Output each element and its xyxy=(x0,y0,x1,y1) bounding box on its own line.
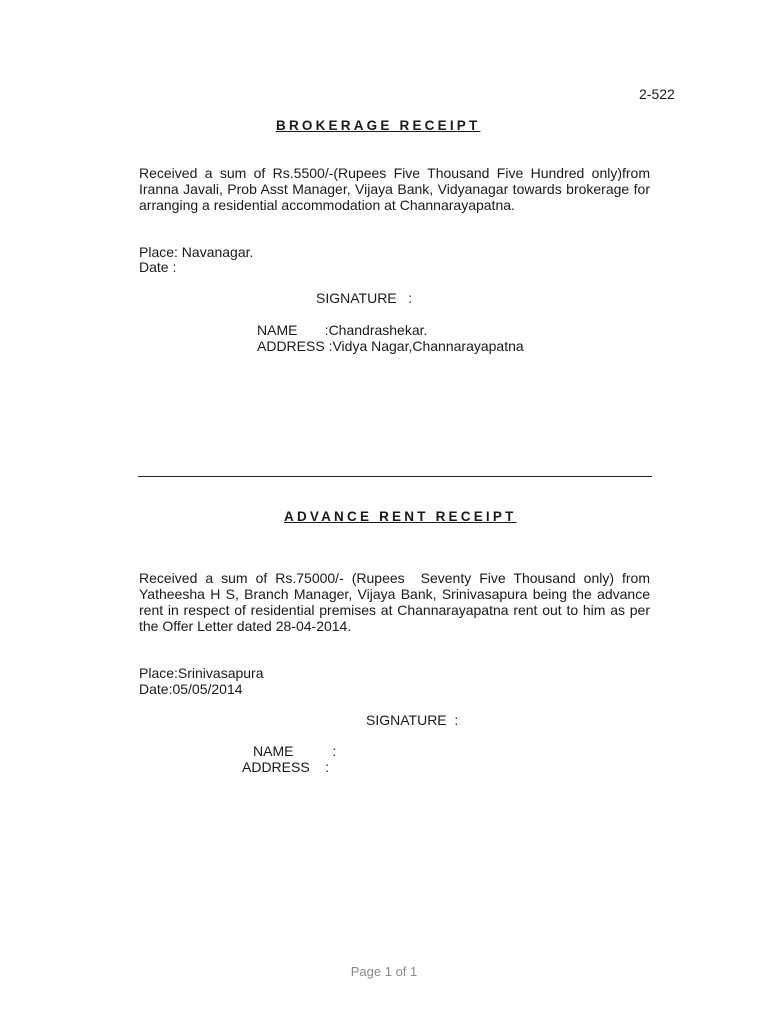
paragraph-line: Yatheesha H S, Branch Manager, Vijaya Bank, Srinivasapura being the advance xyxy=(139,586,650,602)
paragraph-line: arranging a residential accommodation at Channarayapatna. xyxy=(139,197,515,213)
paragraph-line: the Offer Letter dated 28-04-2014. xyxy=(139,618,352,634)
advance-rent-receipt-title: ADVANCE RENT RECEIPT xyxy=(284,509,517,524)
document-reference: 2-522 xyxy=(639,86,675,102)
brokerage-place: Place: Navanagar. xyxy=(139,244,254,260)
brokerage-signature-label: SIGNATURE : xyxy=(316,290,413,306)
advance-rent-date: Date:05/05/2014 xyxy=(139,681,243,697)
paragraph-line: Received a sum of Rs.5500/-(Rupees Five Thousand Five Hundred only)from xyxy=(139,165,650,181)
paragraph-line: Received a sum of Rs.75000/- (Rupees Seventy Five Thousand only) from xyxy=(139,570,650,586)
advance-rent-name: NAME : xyxy=(253,743,337,759)
advance-rent-signature-label: SIGNATURE : xyxy=(366,712,459,728)
advance-rent-address: ADDRESS : xyxy=(242,759,330,775)
paragraph-line: Iranna Javali, Prob Asst Manager, Vijaya Bank, Vidyanagar towards brokerage for xyxy=(139,181,650,197)
paragraph-line: rent in respect of residential premises at Channarayapatna rent out to him as per xyxy=(139,602,650,618)
brokerage-address: ADDRESS :Vidya Nagar,Channarayapatna xyxy=(257,338,524,354)
brokerage-receipt-title: BROKERAGE RECEIPT xyxy=(276,118,481,133)
section-divider xyxy=(138,476,652,477)
page-number-footer: Page 1 of 1 xyxy=(350,964,418,979)
advance-rent-receipt-paragraph xyxy=(139,570,650,634)
advance-rent-place: Place:Srinivasapura xyxy=(139,665,264,681)
brokerage-name: NAME :Chandrashekar. xyxy=(257,322,428,338)
brokerage-date: Date : xyxy=(139,259,177,275)
brokerage-receipt-paragraph xyxy=(139,165,650,213)
